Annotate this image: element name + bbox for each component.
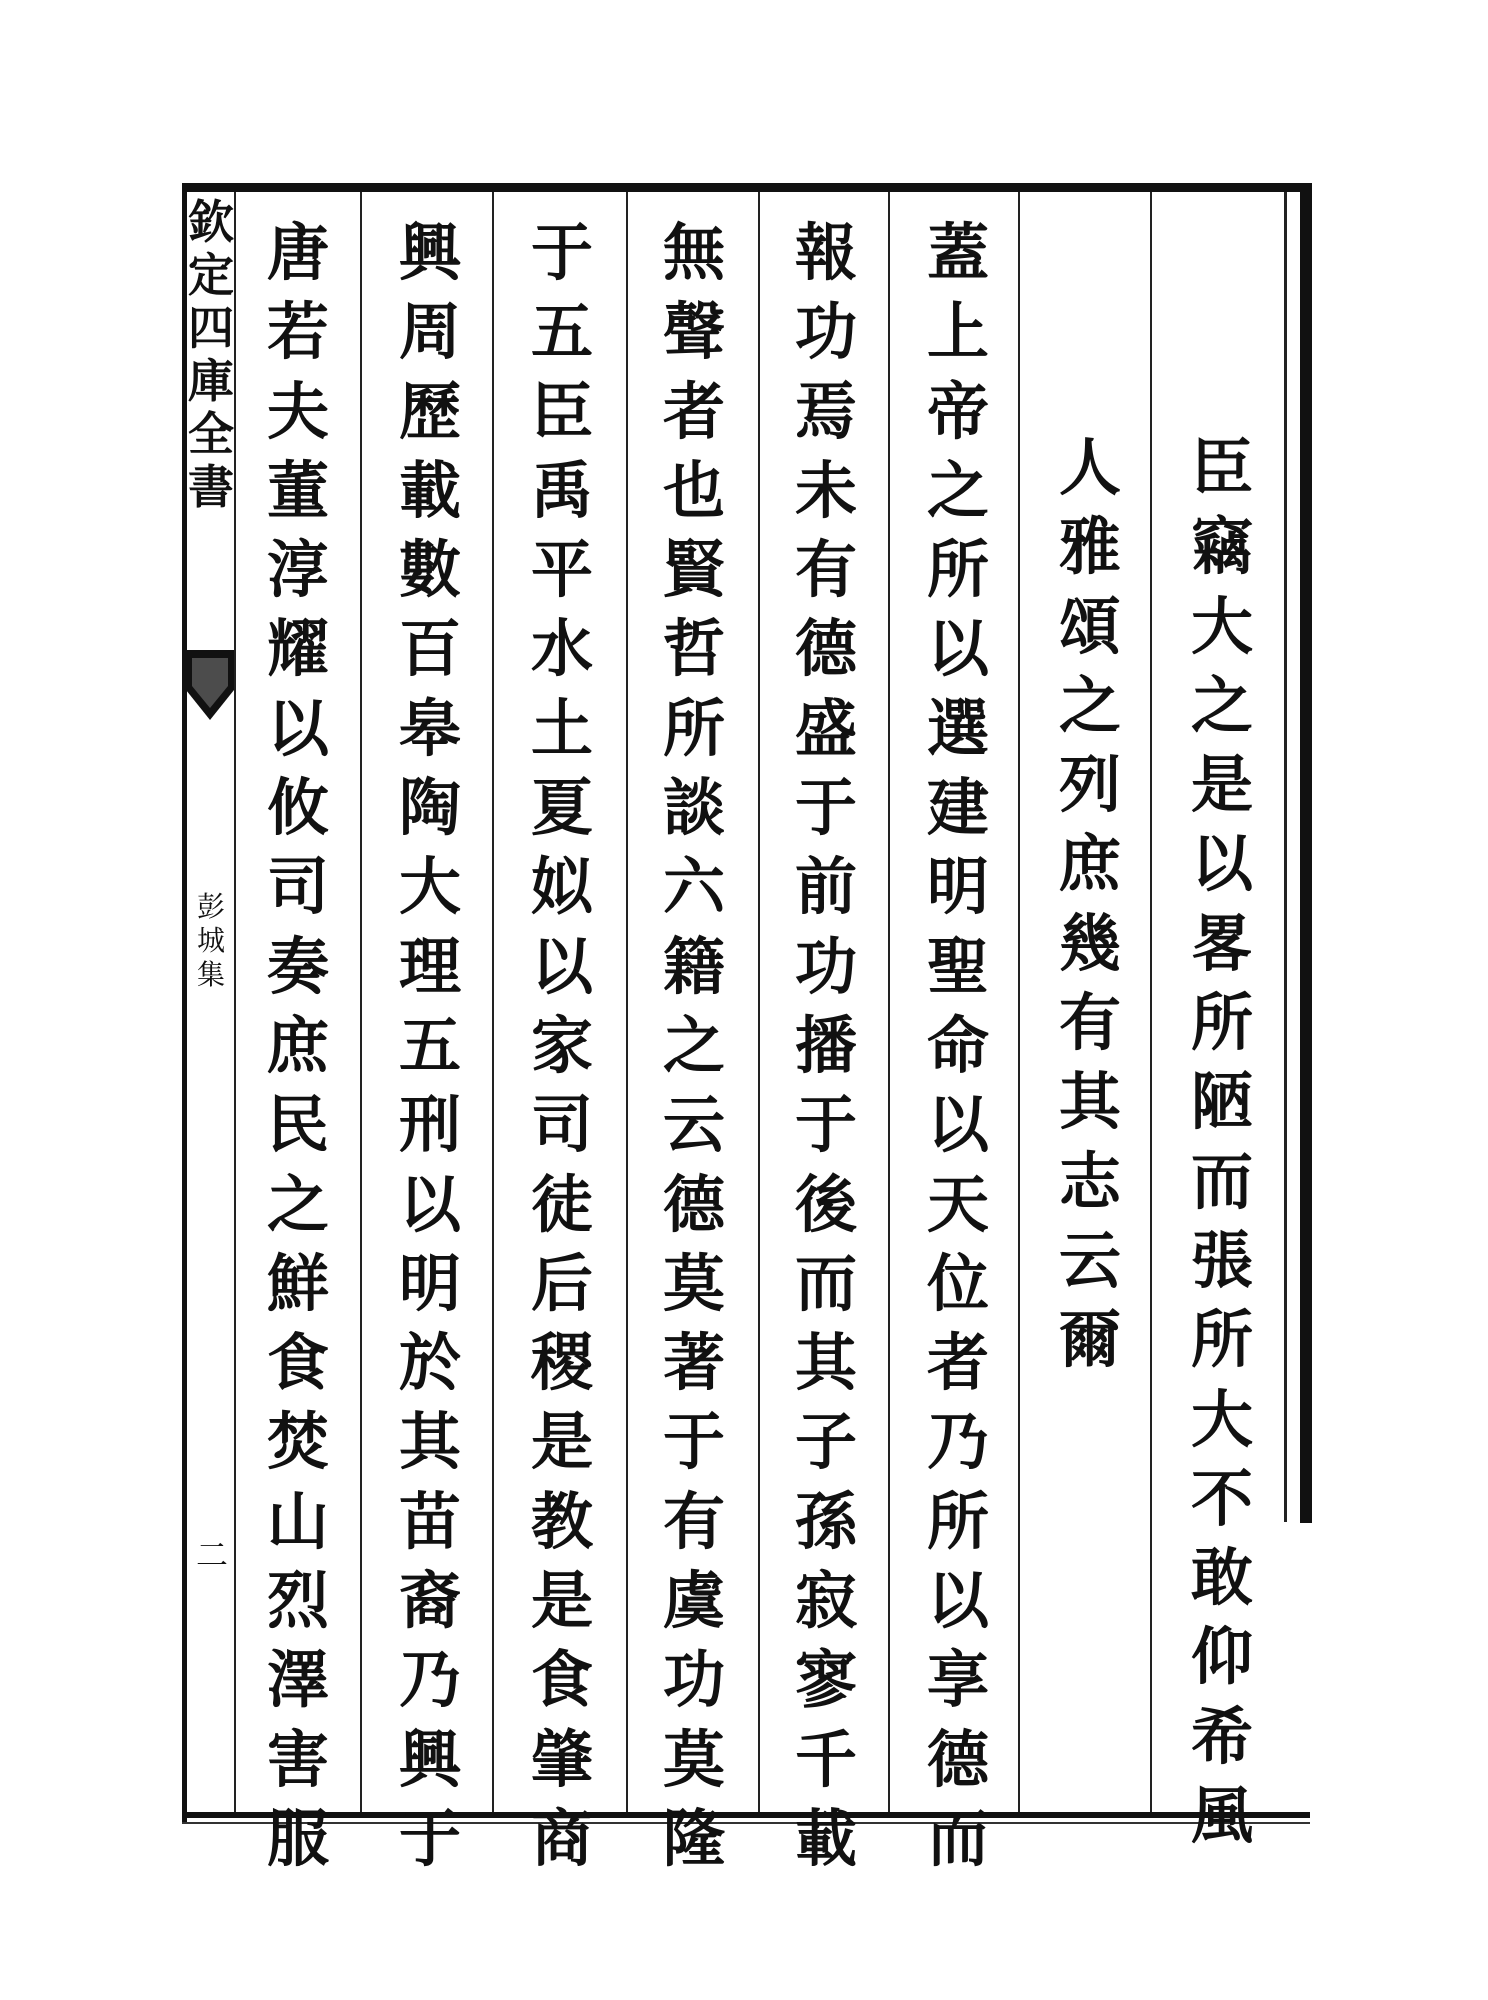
fish-tail-mark <box>186 650 234 720</box>
column-rule <box>758 192 760 1812</box>
text-column-5-content: 無 聲 者 也 賢 哲 所 談 六 籍 之 云 德 莫 著 于 有 虞 功 莫 隆 <box>662 216 725 1875</box>
text-column-2 <box>1030 428 1150 1380</box>
text-column-4-content: 報 功 焉 未 有 德 盛 于 前 功 播 于 後 而 其 子 孫 寂 寥 千 載 <box>794 216 857 1875</box>
text-column-8 <box>238 213 358 1878</box>
text-column-4 <box>766 213 886 1878</box>
column-rule <box>626 192 628 1812</box>
text-column-8-content: 唐 若 夫 董 淳 耀 以 攸 司 奏 庶 民 之 鮮 食 焚 山 烈 澤 害 服 <box>266 216 329 1875</box>
column-rule <box>888 192 890 1812</box>
margin-collection-title: 彭 城 集 <box>196 890 225 991</box>
page-frame-right-inner <box>1284 192 1287 1522</box>
column-rule <box>1018 192 1020 1812</box>
text-column-1-content: 臣 竊 大 之 是 以 畧 所 陋 而 張 所 大 不 敢 仰 希 風 <box>1190 431 1253 1853</box>
page-frame-top <box>182 183 1310 192</box>
text-column-7 <box>370 213 490 1878</box>
column-rule <box>360 192 362 1812</box>
page-frame-right <box>1300 183 1312 1523</box>
text-column-3 <box>898 213 1018 1878</box>
text-column-2-content: 人 雅 頌 之 列 庶 幾 有 其 志 云 爾 <box>1058 431 1121 1377</box>
text-column-6 <box>502 213 622 1878</box>
text-column-6-content: 于 五 臣 禹 平 水 土 夏 姒 以 家 司 徒 后 稷 是 教 是 食 肇 商 <box>530 216 593 1875</box>
text-column-5 <box>634 213 754 1878</box>
text-column-1 <box>1162 428 1282 1855</box>
column-rule <box>492 192 494 1812</box>
column-rule <box>1150 192 1152 1812</box>
margin-book-title: 欽 定 四 庫 全 書 <box>188 195 234 514</box>
text-column-3-content: 蓋 上 帝 之 所 以 選 建 明 聖 命 以 天 位 者 乃 所 以 享 德 而 <box>926 216 989 1875</box>
margin-page-number: 二 <box>195 1536 228 1574</box>
text-column-7-content: 興 周 歷 載 數 百 皋 陶 大 理 五 刑 以 明 於 其 苗 裔 乃 興 于 <box>398 216 461 1875</box>
